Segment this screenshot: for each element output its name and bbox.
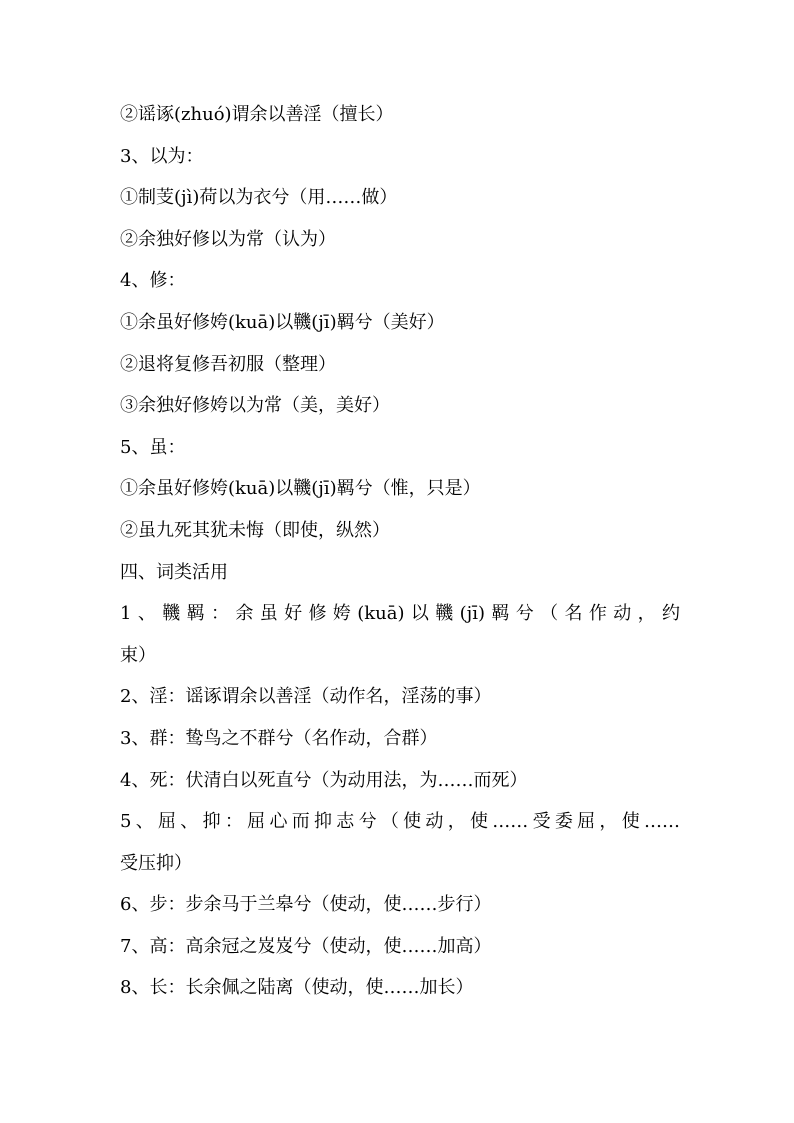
text-line: ①余虽好修姱(kuā)以鞿(jī)羁兮（惟，只是） [120, 478, 481, 500]
text-line: 6、步：步余马于兰皋兮（使动，使……步行） [120, 894, 492, 916]
section-heading: 4、修： [120, 270, 186, 292]
section-heading: 5、虽： [120, 436, 186, 458]
text-line: 2、淫：谣诼谓余以善淫（动作名，淫荡的事） [120, 686, 492, 708]
text-line: ②虽九死其犹未悔（即使，纵然） [120, 519, 390, 541]
text-line: ②谣诼(zhuó)谓余以善淫（擅长） [120, 104, 394, 125]
text-line: ②退将复修吾初服（整理） [120, 353, 336, 375]
text-line: ①制芰(jì)荷以为衣兮（用……做） [120, 187, 398, 209]
text-line: ③余独好修姱以为常（美，美好） [120, 395, 390, 417]
text-line: ①余虽好修姱(kuā)以鞿(jī)羁兮（美好） [120, 311, 445, 333]
text-line-continuation: 束） [120, 644, 156, 666]
text-line: 4、死：伏清白以死直兮（为动用法，为……而死） [120, 769, 528, 791]
text-line: 7、高：高余冠之岌岌兮（使动，使……加高） [120, 935, 492, 957]
text-line-continuation: 受压抑） [120, 852, 192, 874]
text-line: 3、群：鸷鸟之不群兮（名作动，合群） [120, 727, 438, 749]
section-heading: 3、以为： [120, 145, 204, 167]
text-line: 1、鞿羁：余虽好修姱(kuā)以鞿(jī)羁兮（名作动，约 [120, 603, 680, 625]
document-body [120, 94, 680, 1009]
text-line: 8、长：长余佩之陆离（使动，使……加长） [120, 977, 474, 999]
text-line: 5、屈、抑：屈心而抑志兮（使动，使……受委屈，使…… [120, 811, 680, 833]
chapter-heading: 四、词类活用 [120, 561, 228, 583]
text-line: ②余独好修以为常（认为） [120, 228, 336, 250]
